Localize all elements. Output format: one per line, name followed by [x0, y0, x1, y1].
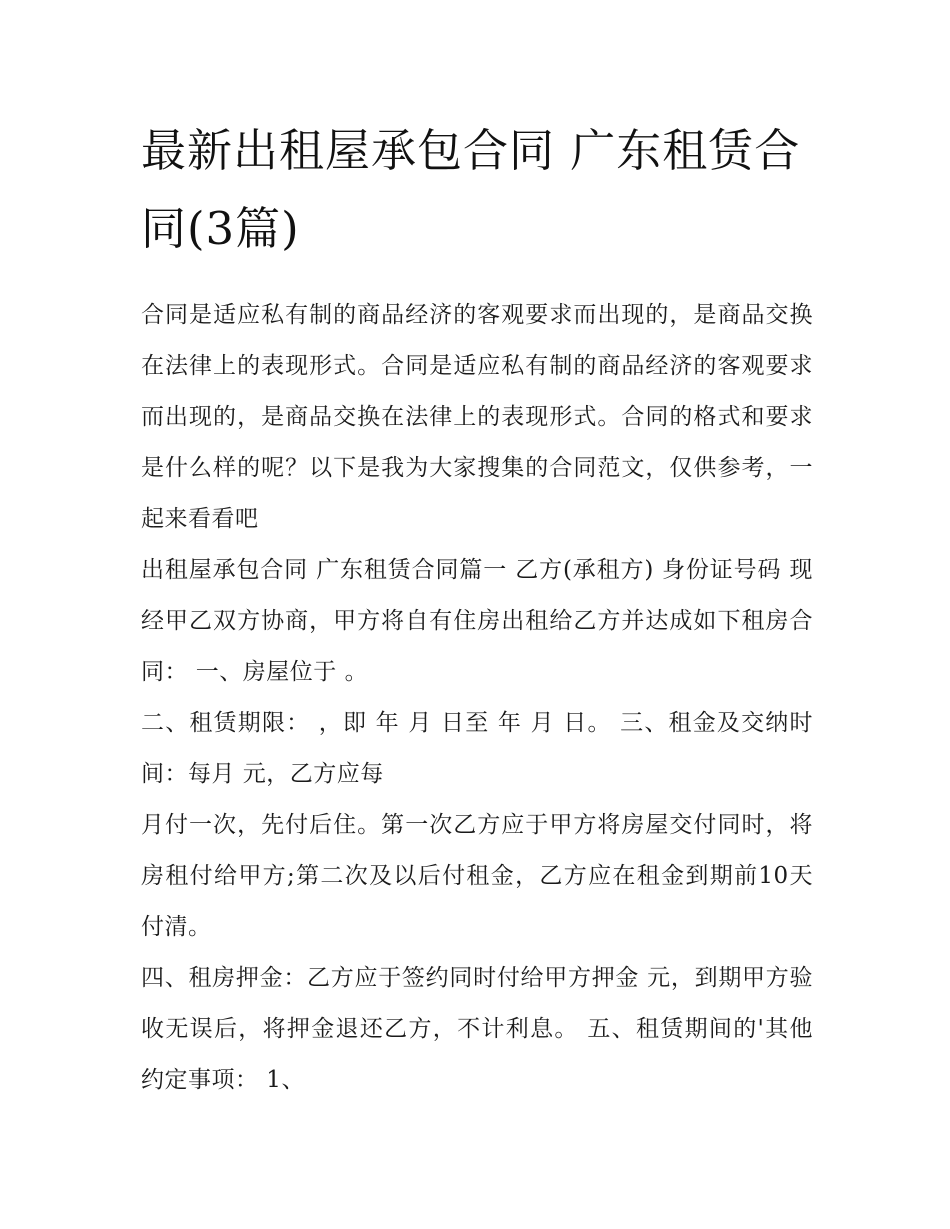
paragraph-deposit: 四、租房押金：乙方应于签约同时付给甲方押金 元，到期甲方验收无误后，将押金退还乙方，不计利息。 五、租赁期间的'其他约定事项： 1、	[141, 965, 813, 1093]
paragraph-payment: 月付一次，先付后住。第一次乙方应于甲方将房屋交付同时，将房租付给甲方;第二次及以后付租金，乙方应在租金到期前10天付清。	[141, 812, 813, 940]
document-title: 最新出租屋承包合同 广东租赁合同(3篇)	[141, 124, 801, 255]
document-body	[141, 290, 813, 1106]
paragraph-contract-intro: 出租屋承包合同 广东租赁合同篇一 乙方(承租方) 身份证号码 现经甲乙双方协商，甲方将自有住房出租给乙方并达成如下租房合同： 一、房屋位于 。	[141, 557, 813, 685]
paragraph-intro: 合同是适应私有制的商品经济的客观要求而出现的，是商品交换在法律上的表现形式。合同是适应私有制的商品经济的客观要求而出现的，是商品交换在法律上的表现形式。合同的格式和要求是什么样的呢？以下是我为大家搜集的合同范文，仅供参考，一起来看看吧	[141, 302, 813, 532]
paragraph-lease-term: 二、租赁期限： ，即 年 月 日至 年 月 日。 三、租金及交纳时间：每月 元，乙方应每	[141, 710, 813, 787]
document-content	[141, 112, 813, 1106]
